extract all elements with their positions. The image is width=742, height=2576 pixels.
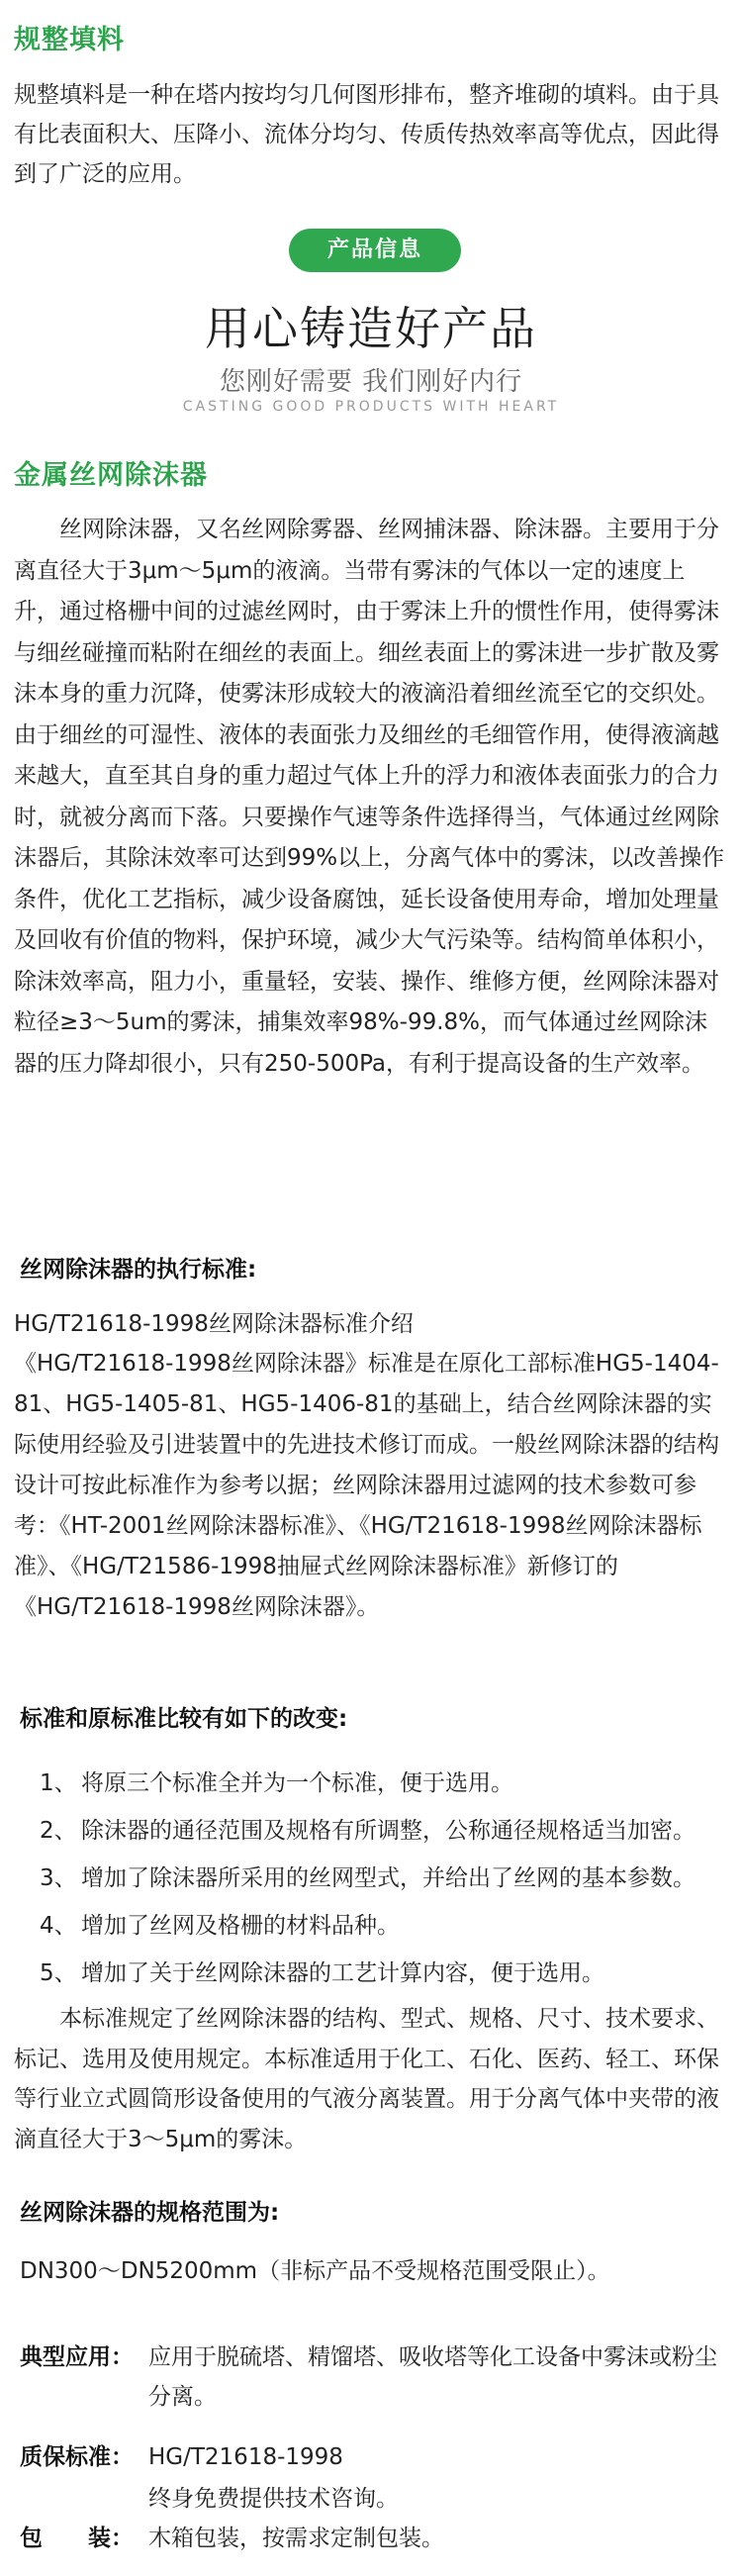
list-item-number: 4、 xyxy=(40,1913,77,1939)
changes-heading: 标准和原标准比较有如下的改变: xyxy=(20,1706,348,1732)
list-item-text: 将原三个标准全并为一个标准，便于选用。 xyxy=(81,1770,513,1796)
list-item-text: 增加了关于丝网除沫器的工艺计算内容，便于选用。 xyxy=(81,1960,604,1986)
spec-value: 应用于脱硫塔、精馏塔、吸收塔等化工设备中雾沫或粉尘分离。 xyxy=(148,2344,717,2410)
spec-value: HG/T21618-1998 xyxy=(148,2444,343,2470)
list-item-number: 3、 xyxy=(40,1865,77,1891)
spec-value: 木箱包装，按需求定制包装。 xyxy=(148,2526,444,2551)
structured-packing-intro: 规整填料是一种在塔内按均匀几何图形排布，整齐堆砌的填料。由于具有比表面积大、压降小、流体分均匀、传质传热效率高等优点，因此得到了广泛的应用。 xyxy=(14,82,719,187)
spec-quality-standard xyxy=(20,2437,742,2519)
standard-body: 《HG/T21618-1998丝网除沫器》标准是在原化工部标准HG5-1404-81、HG5-1405-81、HG5-1406-81的基础上，结合丝网除沫器的实际使用经验及引进装置中的先进技术修订而成。一般丝网除沫器的结构设计可按此标准作为参考以据；丝网除沫器用过滤网的技术参数可参考：《HT-2001丝网除沫器标准》、《HG/T21618-1998丝网除沫器标准》、《HG/T21586-1998抽屉式丝网除沫器标准》新修订的《HG/T21618-1998丝网除沫器》。 xyxy=(14,1351,719,1620)
standard-scope: 本标准规定了丝网除沫器的结构、型式、规格、尺寸、技术要求、标记、选用及使用规定。本标准适用于化工、石化、医药、轻工、环保等行业立式圆筒形设备使用的气液分离装置。用于分离气体中夹带的液滴直径大于3～5μm的雾沫。 xyxy=(14,2006,719,2152)
standard-intro: HG/T21618-1998丝网除沫器标准介绍 xyxy=(14,1311,414,1337)
spec-label: 典型应用： xyxy=(20,2344,134,2370)
demister-description: 丝网除沫器，又名丝网除雾器、丝网捕沫器、除沫器。主要用于分离直径大于3μm～5μm的液滴。当带有雾沫的气体以一定的速度上升，通过格栅中间的过滤丝网时，由于雾沫上升的惯性作用，使得雾沫与细丝碰撞而粘附在细丝的表面上。细丝表面上的雾沫进一步扩散及雾沫本身的重力沉降，使雾沫形成较大的液滴沿着细丝流至它的交织处。由于细丝的可湿性、液体的表面张力及细丝的毛细管作用，使得液滴越来越大，直至其自身的重力超过气体上升的浮力和液体表面张力的合力时，就被分离而下落。只要操作气速等条件选择得当，气体通过丝网除沫器后，其除沫效率可达到99%以上，分离气体中的雾沫，以改善操作条件，优化工艺指标，减少设备腐蚀，延长设备使用寿命，增加处理量及回收有价值的物料，保护环境，减少大气污染等。结构简单体积小，除沫效率高，阻力小，重量轻，安装、操作、维修方便，丝网除沫器对粒径≥3～5um的雾沫，捕集效率98%-99.8%，而气体通过丝网除沫器的压力降却很小，只有250-500Pa，有利于提高设备的生产效率。 xyxy=(14,517,725,1077)
list-item xyxy=(40,1768,732,1798)
slogan-main: 用心铸造好产品 xyxy=(205,302,537,355)
spec-label: 包 装： xyxy=(20,2526,134,2551)
section-title-structured-packing: 规整填料 xyxy=(14,25,125,55)
list-item xyxy=(40,1958,732,1988)
spec-packaging xyxy=(20,2519,742,2558)
spec-value-line-2: 终身免费提供技术咨询。 xyxy=(148,2486,399,2512)
range-heading: 丝网除沫器的规格范围为: xyxy=(20,2200,280,2226)
product-info-pill: 产品信息 xyxy=(289,229,461,272)
list-item-number: 1、 xyxy=(40,1770,77,1796)
list-item xyxy=(40,1816,732,1846)
list-item xyxy=(40,1863,732,1893)
slogan-sub: 您刚好需要 我们刚好内行 xyxy=(219,367,523,397)
spec-typical-application xyxy=(20,2337,742,2419)
list-item-text: 增加了除沫器所采用的丝网型式，并给出了丝网的基本参数。 xyxy=(81,1865,696,1891)
list-item-number: 5、 xyxy=(40,1960,77,1986)
section-title-wire-mesh-demister: 金属丝网除沫器 xyxy=(14,460,208,491)
spec-label: 质保标准： xyxy=(20,2444,134,2470)
range-text: DN300～DN5200mm（非标产品不受规格范围受限止）。 xyxy=(20,2258,610,2284)
list-item-text: 增加了丝网及格栅的材料品种。 xyxy=(81,1913,400,1939)
standard-heading: 丝网除沫器的执行标准: xyxy=(20,1257,257,1283)
list-item xyxy=(40,1911,732,1941)
slogan-english: CASTING GOOD PRODUCTS WITH HEART xyxy=(182,399,560,415)
list-item-text: 除沫器的通径范围及规格有所调整，公称通径规格适当加密。 xyxy=(81,1818,696,1844)
list-item-number: 2、 xyxy=(40,1818,77,1844)
